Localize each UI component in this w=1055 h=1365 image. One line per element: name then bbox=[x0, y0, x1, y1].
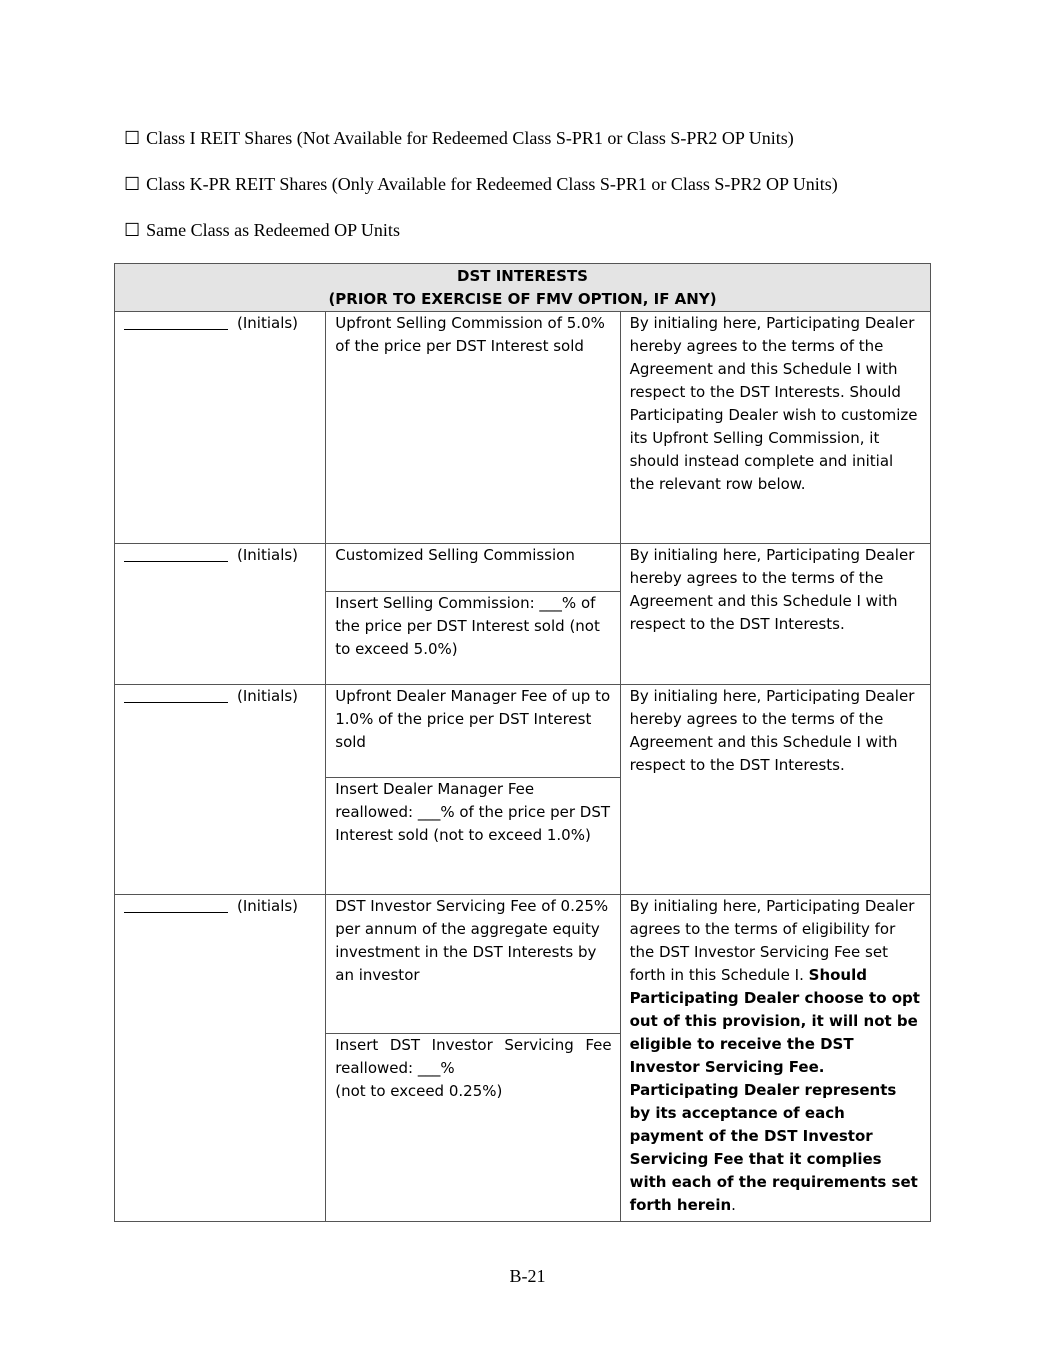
initials-line[interactable] bbox=[124, 544, 228, 562]
checkbox-same-class[interactable]: ☐ bbox=[124, 220, 141, 240]
initials-cell bbox=[115, 544, 326, 685]
fee-description: DST Investor Servicing Fee of 0.25% per annum of the aggregate equity investment in the DST Interests by an investor bbox=[335, 897, 609, 984]
page-number: B-21 bbox=[509, 1266, 546, 1286]
initials-line[interactable] bbox=[124, 685, 228, 703]
initials-cell bbox=[115, 895, 326, 1222]
option-same-class-label: Same Class as Redeemed OP Units bbox=[146, 220, 400, 240]
fee-insert-field[interactable]: Insert Selling Commission: ___% of the price per DST Interest sold (not to exceed 5.0%) bbox=[326, 591, 619, 661]
table-header-title: DST INTERESTS bbox=[457, 267, 588, 285]
option-class-k-pr-label: Class K-PR REIT Shares (Only Available for Redeemed Class S-PR1 or Class S-PR2 OP Units) bbox=[146, 174, 838, 194]
option-same-class[interactable] bbox=[124, 219, 400, 241]
option-class-k-pr[interactable] bbox=[124, 173, 838, 195]
agreement-cell bbox=[620, 895, 930, 1222]
agreement-text: By initialing here, Participating Dealer hereby agrees to the terms of the Agreement and this Schedule I with respect to the DST Interests. Should Participating Dealer wish to customize its Upfront Selling Commission, it should instead complete and initial the relevant row below. bbox=[629, 314, 918, 493]
agreement-cell bbox=[620, 685, 930, 895]
initials-line[interactable] bbox=[124, 895, 228, 913]
agreement-bold-text: Should Participating Dealer choose to opt out of this provision, it will not be eligible to receive the DST Investor Servicing Fee. Participating Dealer represents by its acceptance of each payment of the DST Investor Servicing Fee that it complies with each of the requirements set forth herein bbox=[629, 966, 920, 1214]
fee-insert-field: Insert DST Investor Servicing Fee reallowed: ___% bbox=[335, 1036, 612, 1077]
table-row bbox=[115, 312, 931, 544]
agreement-plain-text: By initialing here, Participating Dealer agrees to the terms of eligibility for the DST Investor Servicing Fee set forth in this Schedule I. bbox=[629, 897, 915, 984]
fee-insert-block[interactable] bbox=[326, 1033, 619, 1103]
agreement-text bbox=[621, 895, 930, 1217]
fee-cell bbox=[326, 312, 620, 544]
table-header bbox=[115, 264, 931, 312]
agreement-text: By initialing here, Participating Dealer hereby agrees to the terms of the Agreement and this Schedule I with respect to the DST Interests. bbox=[629, 546, 915, 633]
initials-cell bbox=[115, 685, 326, 895]
fee-description: Customized Selling Commission bbox=[335, 546, 575, 564]
option-class-i[interactable] bbox=[124, 127, 794, 149]
agreement-cell bbox=[620, 312, 930, 544]
initials-cell bbox=[115, 312, 326, 544]
table-row bbox=[115, 544, 931, 685]
dst-interests-table bbox=[114, 263, 931, 1222]
fee-insert-limit: (not to exceed 0.25%) bbox=[335, 1082, 503, 1100]
initials-label: (Initials) bbox=[237, 546, 299, 564]
initials-label: (Initials) bbox=[237, 897, 299, 915]
agreement-end-punctuation: . bbox=[731, 1196, 736, 1214]
initials-label: (Initials) bbox=[237, 314, 299, 332]
fee-cell bbox=[326, 895, 620, 1222]
checkbox-class-i[interactable]: ☐ bbox=[124, 128, 141, 148]
option-class-i-label: Class I REIT Shares (Not Available for Redeemed Class S-PR1 or Class S-PR2 OP Units) bbox=[146, 128, 794, 148]
fee-cell bbox=[326, 685, 620, 895]
checkbox-class-k-pr[interactable]: ☐ bbox=[124, 174, 141, 194]
fee-description: Upfront Selling Commission of 5.0% of the price per DST Interest sold bbox=[335, 314, 605, 355]
fee-description: Upfront Dealer Manager Fee of up to 1.0% of the price per DST Interest sold bbox=[335, 687, 611, 751]
initials-line[interactable] bbox=[124, 312, 228, 330]
table-row bbox=[115, 685, 931, 895]
table-header-subtitle: (PRIOR TO EXERCISE OF FMV OPTION, IF ANY) bbox=[328, 290, 717, 308]
initials-label: (Initials) bbox=[237, 687, 299, 705]
fee-cell bbox=[326, 544, 620, 685]
agreement-cell bbox=[620, 544, 930, 685]
table-row bbox=[115, 895, 931, 1222]
agreement-text: By initialing here, Participating Dealer hereby agrees to the terms of the Agreement and this Schedule I with respect to the DST Interests. bbox=[629, 687, 915, 774]
fee-insert-field[interactable]: Insert Dealer Manager Fee reallowed: ___% of the price per DST Interest sold (not to exceed 1.0%) bbox=[326, 777, 619, 847]
